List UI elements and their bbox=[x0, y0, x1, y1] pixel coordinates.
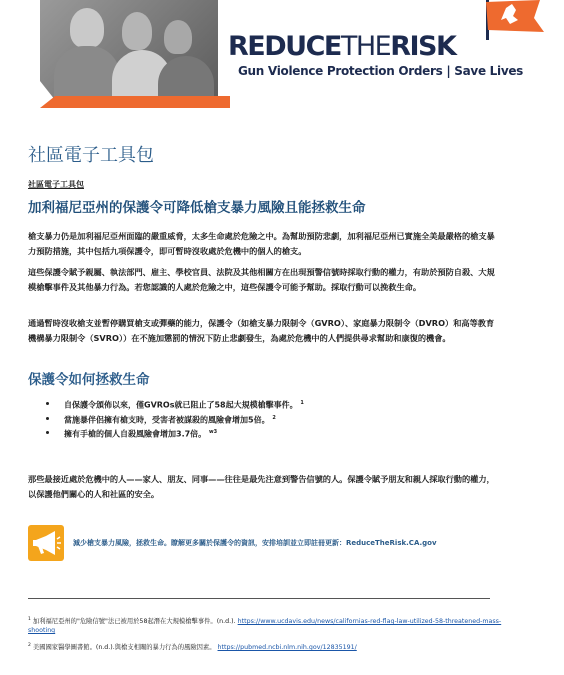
list-item: 當施暴伴侶擁有槍支時，受害者被謀殺的風險會增加5倍。 $^2$ bbox=[46, 412, 304, 427]
call-to-action: 減少槍支暴力風險，拯救生命。瞭解更多關於保護令的資訊，安排培訓並立即註冊更新：ReduceTheRisk.CA.gov bbox=[73, 539, 437, 547]
brand-subtitle: Gun Violence Protection Orders | Save Lives bbox=[238, 64, 524, 78]
header-banner bbox=[0, 0, 564, 112]
footnote-2: $^2$ 美國國家醫學圖書館。(n.d.).與槍支相關的暴力行為的風險因素。 https://pubmed.ncbi.nlm.nih.gov/12835191/ bbox=[28, 643, 357, 652]
headline: 加利福尼亞州的保護令可降低槍支暴力風險且能拯救生命 bbox=[28, 200, 366, 216]
orange-stripe bbox=[40, 96, 230, 108]
brand-logo: REDUCETHERISK bbox=[228, 31, 456, 62]
paragraph-intro: 槍支暴力仍是加利福尼亞州面臨的嚴重威脅，太多生命處於危險之中。為幫助預防悲劇，加利福尼亞州已實施全美最嚴格的槍支暴力預防措施，其中包括九項保護令，即可暫時沒收處於危機中的個人的槍支。 bbox=[28, 231, 495, 256]
page-title: 社區電子工具包 bbox=[28, 145, 154, 166]
paragraph-who-can-act: 這些保護令賦予親屬、執法部門、雇主、學校官員、法院及其他相關方在出現預警信號時採取行動的權力，有助於預防自殺、大規模槍擊事件及其他暴力行為。若您認識的人處於危險之中，這些保護令可能予幫助。採取行動可以挽救生命。 bbox=[28, 267, 495, 292]
paragraph-closing: 那些最接近處於危機中的人——家人、朋友、同事——往往是最先注意到警告信號的人。保護令賦予朋友和親人採取行動的權力，以保護他們關心的人和社區的安全。 bbox=[28, 474, 495, 499]
kicker-label: 社區電子工具包 bbox=[28, 180, 84, 189]
section-heading: 保護令如何拯救生命 bbox=[28, 372, 150, 388]
footnote-1: $^1$ 加利福尼亞州的"危險信號"法已被用於58起潛在大規模槍擊事件。(n.d.). https://www.ucdavis.edu/news/californias-red-flag-law-utilized-58-threatened-mass-shooting bbox=[28, 617, 502, 635]
footnote-1-link[interactable]: https://www.ucdavis.edu/news/californias-red-flag-law-utilized-58-threatened-mass-shooting bbox=[28, 618, 502, 635]
megaphone-icon bbox=[28, 525, 64, 561]
group-photo bbox=[40, 0, 218, 108]
stats-list bbox=[46, 397, 304, 441]
flag-icon bbox=[478, 0, 548, 35]
footnote-2-link[interactable]: https://pubmed.ncbi.nlm.nih.gov/12835191/ bbox=[217, 644, 357, 652]
footnote-divider bbox=[28, 598, 490, 599]
paragraph-how-orders-work: 通過暫時沒收槍支並暫停購買槍支或彈藥的能力，保護令（如槍支暴力限制令（GVRO）、家庭暴力限制令（DVRO）和高等教育機構暴力限制令（SVRO））在不施加懲罰的情況下防止悲劇發生，為處於危機中的人們提供尋求幫助和康復的機會。 bbox=[28, 318, 495, 343]
list-item: 擁有手槍的個人自殺風險會增加3.7倍。 $^{w3}$ bbox=[46, 426, 304, 441]
list-item: 自保護令頒佈以來，僅GVROs就已阻止了58起大規模槍擊事件。 $^1$ bbox=[46, 397, 304, 412]
